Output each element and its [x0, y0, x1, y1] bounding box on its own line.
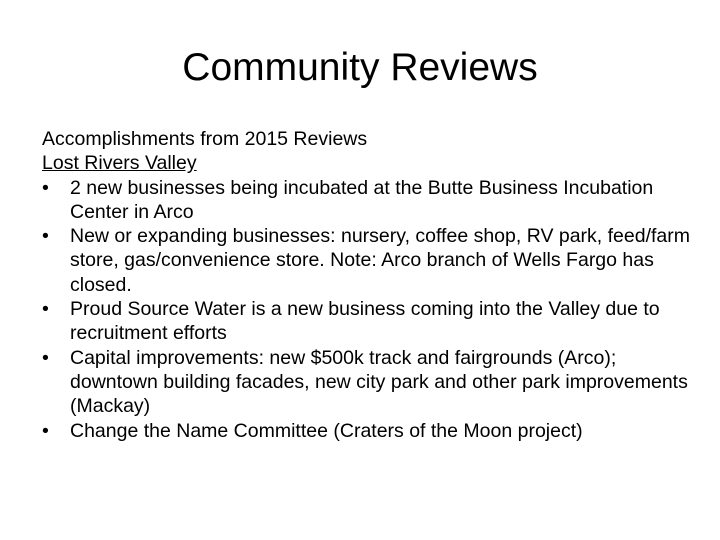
list-item-text: Proud Source Water is a new business coming into the Valley due to recruitment efforts: [70, 298, 660, 345]
bullet-icon: •: [42, 176, 49, 199]
list-item-text: Change the Name Committee (Craters of the Moon project): [70, 419, 583, 442]
bullet-icon: •: [42, 419, 49, 442]
list-item: [42, 346, 692, 419]
section-heading: Accomplishments from 2015 Reviews: [42, 128, 368, 150]
bullet-icon: •: [42, 346, 49, 369]
slide-body: [42, 127, 692, 443]
bullet-icon: •: [42, 298, 49, 321]
list-item: [42, 297, 692, 346]
slide-title: Community Reviews: [182, 46, 538, 89]
community-name: Lost Rivers Valley: [42, 152, 197, 175]
list-item: [42, 419, 692, 443]
list-item-text: 2 new businesses being incubated at the Butte Business Incubation Center in Arco: [70, 176, 654, 223]
list-item-text: New or expanding businesses: nursery, coffee shop, RV park, feed/farm store, gas/convenience store. Note: Arco branch of Wells Fargo has closed.: [70, 225, 691, 296]
list-item: [42, 176, 692, 225]
accomplishments-list: [42, 176, 692, 443]
list-item-text: Capital improvements: new $500k track and fairgrounds (Arco); downtown building facades, new city park and other park improvements (Mackay): [70, 346, 688, 418]
bullet-icon: •: [42, 225, 49, 248]
list-item: [42, 224, 692, 297]
